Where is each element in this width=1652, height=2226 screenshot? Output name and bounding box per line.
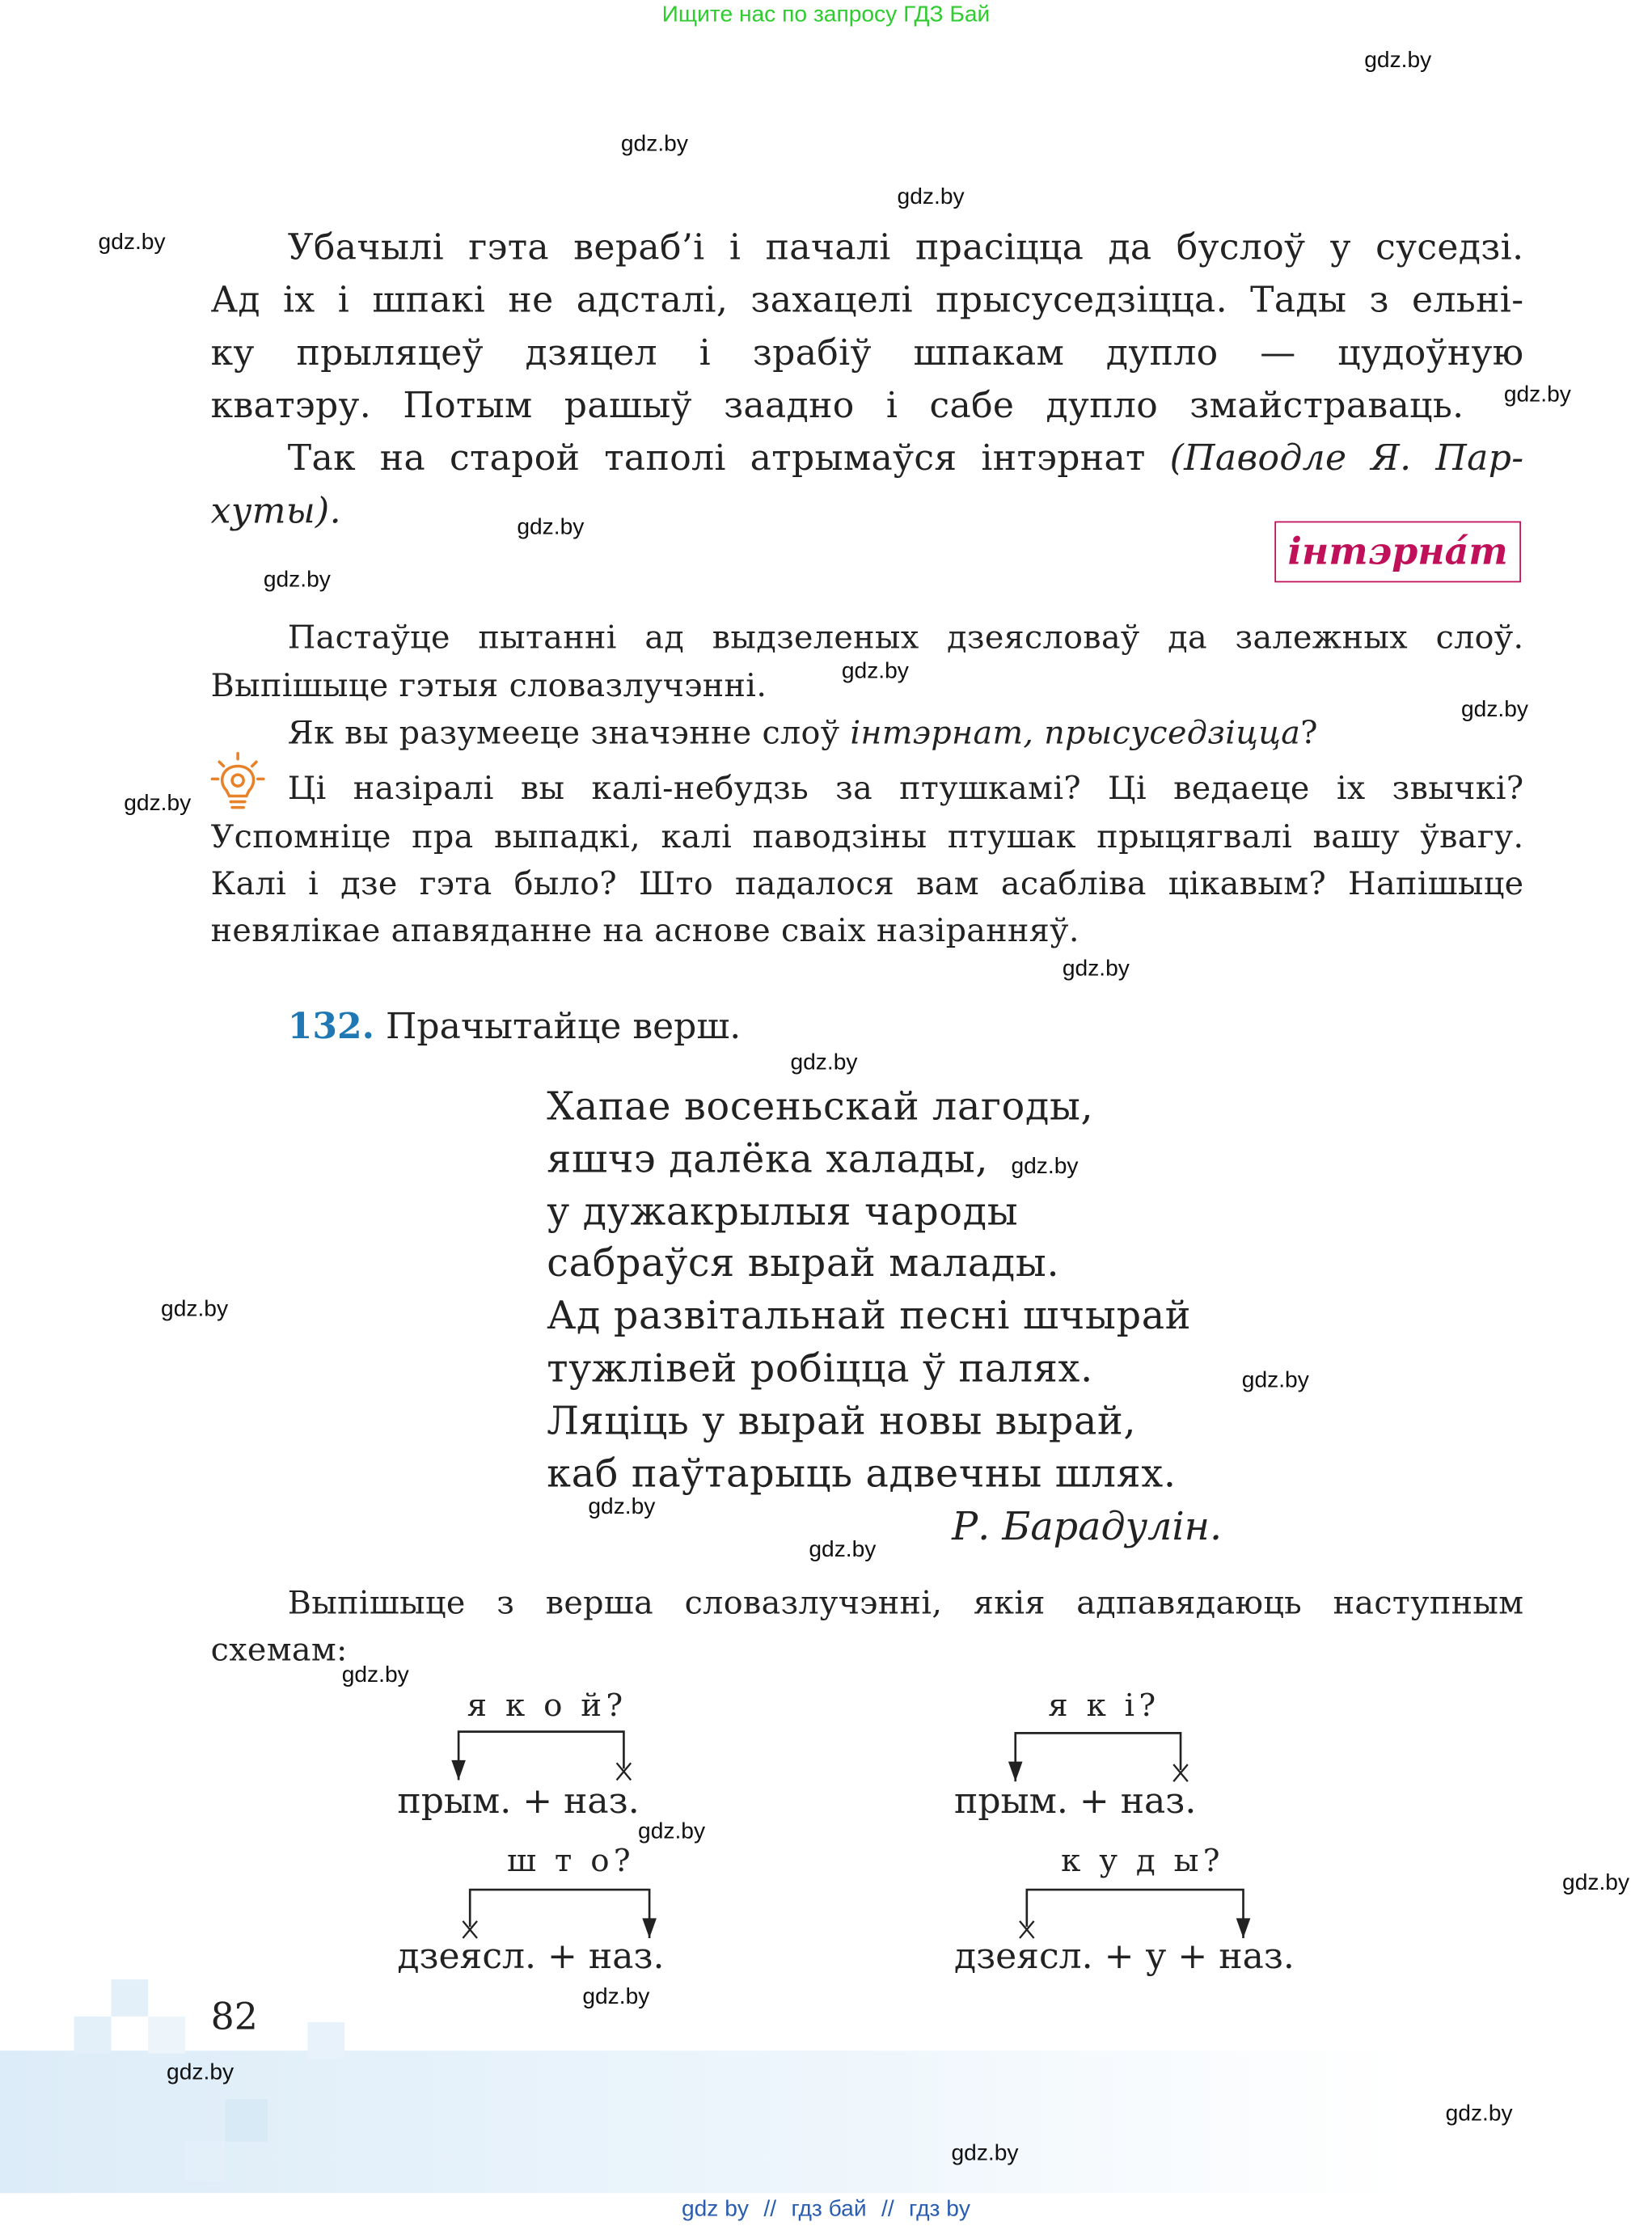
poem-line: яшчэ далёка халады, [547,1138,989,1182]
poem-line: каб паўтарыць адвечны шлях. [547,1452,1177,1497]
footer-link[interactable]: гдз by [909,2197,971,2222]
watermark: gdz.by [124,792,192,817]
footer-link[interactable]: гдз бай [791,2197,867,2222]
watermark: gdz.by [1062,957,1130,982]
decor-square [185,2142,225,2182]
task-line: Калі і дзе гэта было? Што падалося вам асабліва цікавым? Напішыце [210,865,1524,903]
watermark: gdz.by [1241,1368,1309,1393]
source-citation: хуты [210,489,316,531]
footer-links [0,2198,1652,2224]
story-line: кватэру. Потым рашыў заадно і сабе дупло змайстраваць. [210,384,1464,426]
watermark: gdz.by [582,1985,650,2010]
watermark: gdz.by [1364,48,1432,73]
task-line: Выпішыце гэтыя словазлучэнні. [210,668,767,705]
poem-line: Ляціць у вырай новы вырай, [547,1400,1137,1444]
watermark: gdz.by [841,659,909,684]
scheme-question: к у д ы? [1061,1844,1224,1880]
decor-square [74,2017,112,2054]
header-banner[interactable]: Ищите нас по запросу ГДЗ Бай [661,2,991,27]
task-text: ? [1300,715,1318,752]
watermark: gdz.by [951,2141,1019,2166]
watermark: gdz.by [341,1663,409,1688]
scheme-question: ш т о? [506,1844,635,1880]
footer-separator: // [763,2197,777,2222]
scheme-question: я к і? [1048,1688,1160,1725]
exercise-instruction: Прачытайце верш. [386,1005,741,1047]
source-citation: ). [315,489,341,531]
watermark: gdz.by [1011,1155,1079,1180]
task-line: Ці назіралі вы калі-небудзь за птушкамі? Ці ведаеце іх звычкі? [287,770,1524,808]
source-citation: (Паводле Я. Пар- [1169,437,1524,479]
task-text: Як вы разумееце значэнне слоў [287,715,840,752]
footer-separator: // [881,2197,894,2222]
scheme-question: я к о й? [467,1688,627,1725]
watermark: gdz.by [638,1819,706,1844]
scheme-formula: дзеясл. + у + наз. [954,1935,1295,1977]
poem-line: Ад развітальнай песні шчырай [547,1294,1192,1339]
watermark: gdz.by [1503,382,1571,408]
task-words: інтэрнат, прысуседзіцца [850,715,1301,752]
watermark: gdz.by [1562,1871,1630,1896]
exercise-header [288,1005,741,1046]
poem-line: Хапае восеньскай лагоды, [547,1085,1094,1130]
footer-link[interactable]: gdz by [681,2197,749,2222]
poem-author: Р. Барадулін. [952,1505,1223,1550]
scheme-formula: прым. + наз. [397,1780,640,1822]
scheme-formula: прым. + наз. [954,1780,1197,1822]
watermark: gdz.by [620,132,688,157]
story-text: Так на старой таполі атрымаўся інтэрнат [287,437,1146,479]
watermark: gdz.by [161,1297,229,1322]
task-line: схемам: [210,1632,348,1670]
decor-square [148,2017,185,2054]
decor-square [307,2022,344,2059]
watermark: gdz.by [809,1538,877,1563]
story-line: Убачылі гэта вераб’і і пачалі прасіцца да буслоў у суседзі. [287,226,1524,268]
vocab-word: інтэрна́т [1287,530,1508,574]
poem-line: сабраўся вырай малады. [547,1241,1060,1286]
watermark: gdz.by [1445,2101,1513,2127]
page-number: 82 [210,1996,258,2040]
poem-line: тужлівей робіцца ў палях. [547,1347,1093,1392]
poem-line: у дужакрылыя чароды [547,1190,1019,1235]
task-line: Выпішыце з верша словазлучэнні, якія адпавядаюць наступным [287,1585,1524,1623]
watermark: gdz.by [588,1495,656,1520]
decor-square [111,1979,148,2017]
watermark: gdz.by [263,568,331,593]
lightbulb-icon [211,752,265,814]
task-line [288,712,1524,755]
decor-square [225,2099,268,2142]
watermark: gdz.by [790,1050,858,1075]
scheme-arrows [442,1729,641,1785]
watermark: gdz.by [1460,697,1529,722]
story-line: ку прыляцеў дзяцел і зрабіў шпакам дупло — цудоўную [210,332,1524,374]
vocab-box [1274,522,1521,583]
story-line [288,437,1524,480]
story-line: Ад іх і шпакі не адсталі, захацелі прысуседзіцца. Тады з ельні- [210,279,1524,321]
watermark: gdz.by [98,230,166,256]
task-line: Успомніце пра выпадкі, калі паводзіны птушак прыцягвалі вашу ўвагу. [210,818,1524,856]
task-line: Пастаўце пытанні ад выдзеленых дзеясловаў да залежных слоў. [287,619,1524,657]
watermark: gdz.by [517,515,585,540]
task-line: невялікае апавяданне на аснове сваіх назіранняў. [210,912,1080,950]
scheme-arrows [999,1730,1198,1787]
watermark: gdz.by [167,2060,234,2085]
exercise-number: 132. [287,1005,375,1047]
watermark: gdz.by [897,184,965,209]
scheme-formula: дзеясл. + наз. [397,1935,665,1977]
